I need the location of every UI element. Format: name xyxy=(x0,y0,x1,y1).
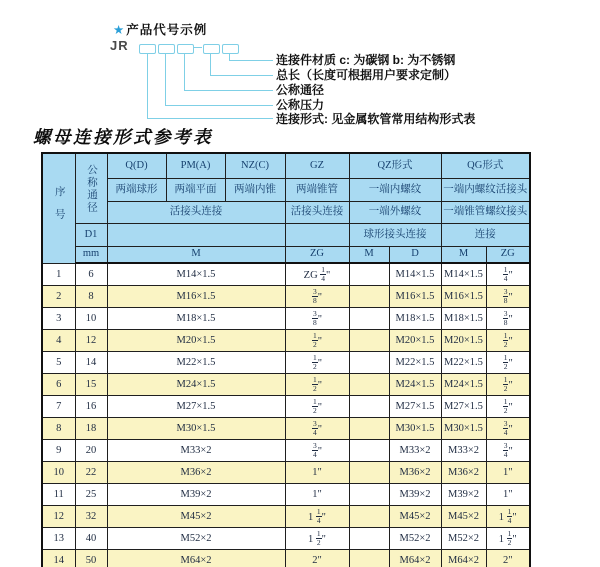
cell-qz_d: M36×2 xyxy=(389,462,441,484)
header-empty-2 xyxy=(285,224,349,247)
cell-qg_zg: $\frac{3}{8}$ " xyxy=(486,308,530,330)
header-qg-desc: 一端内螺纹活接头 xyxy=(441,179,530,202)
header-qg: QG形式 xyxy=(441,153,530,179)
header-q-desc: 两端球形 xyxy=(107,179,166,202)
table-row xyxy=(42,263,530,286)
cell-gz: $\frac{3}{8}$ " xyxy=(285,286,349,308)
cell-no: 11 xyxy=(42,484,75,506)
cell-qz_d: M27×1.5 xyxy=(389,396,441,418)
header-empty-1 xyxy=(107,224,285,247)
cell-gz: $\frac{3}{4}$ " xyxy=(285,440,349,462)
cell-qz_d: M20×1.5 xyxy=(389,330,441,352)
connector-line-5 xyxy=(229,53,273,61)
cell-gz: 2" xyxy=(285,550,349,567)
cell-no: 10 xyxy=(42,462,75,484)
table-header xyxy=(42,153,530,263)
cell-qz_m xyxy=(349,484,389,506)
cell-qg_zg: 1" xyxy=(486,484,530,506)
cell-qz_d: M30×1.5 xyxy=(389,418,441,440)
cell-qg_m: M30×1.5 xyxy=(441,418,486,440)
cell-qg_m: M16×1.5 xyxy=(441,286,486,308)
table-row xyxy=(42,352,530,374)
cell-qz_m xyxy=(349,462,389,484)
header-union-conn: 活接头连接 xyxy=(107,202,285,224)
diagram-label-material: 连接件材质 c: 为碳钢 b: 为不锈钢 xyxy=(276,53,456,67)
header-q: Q(D) xyxy=(107,153,166,179)
cell-qg_m: M36×2 xyxy=(441,462,486,484)
cell-qz_m xyxy=(349,263,389,286)
cell-m: M45×2 xyxy=(107,506,285,528)
cell-dn: 6 xyxy=(75,263,107,286)
cell-m: M36×2 xyxy=(107,462,285,484)
cell-m: M64×2 xyxy=(107,550,285,567)
table-row xyxy=(42,396,530,418)
table-row xyxy=(42,528,530,550)
cell-no: 12 xyxy=(42,506,75,528)
cell-qg_zg: $\frac{1}{4}$ " xyxy=(486,263,530,286)
cell-qz_d: M52×2 xyxy=(389,528,441,550)
header-qg-desc2: 一端锥管螺纹接头 xyxy=(441,202,530,224)
cell-qg_m: M39×2 xyxy=(441,484,486,506)
cell-qz_d: M39×2 xyxy=(389,484,441,506)
header-gz-desc: 两端锥管 xyxy=(285,179,349,202)
cell-dn: 18 xyxy=(75,418,107,440)
star-icon: ★ xyxy=(113,23,126,37)
cell-no: 6 xyxy=(42,374,75,396)
code-dash xyxy=(194,47,202,48)
diagram-label-diameter: 公称通径 xyxy=(276,83,325,97)
cell-gz: $\frac{3}{4}$ " xyxy=(285,418,349,440)
cell-dn: 22 xyxy=(75,462,107,484)
cell-no: 2 xyxy=(42,286,75,308)
header-qz-desc: 一端内螺纹 xyxy=(349,179,441,202)
cell-no: 13 xyxy=(42,528,75,550)
cell-m: M24×1.5 xyxy=(107,374,285,396)
cell-gz: $\frac{1}{2}$ " xyxy=(285,374,349,396)
cell-qz_d: M18×1.5 xyxy=(389,308,441,330)
header-qg-zg: ZG xyxy=(486,247,530,264)
header-qz-d: D xyxy=(389,247,441,264)
table-row xyxy=(42,330,530,352)
table-row xyxy=(42,462,530,484)
cell-qz_m xyxy=(349,396,389,418)
header-qg-m: M xyxy=(441,247,486,264)
table-row xyxy=(42,550,530,567)
cell-qg_zg: 1 $\frac{1}{4}$ " xyxy=(486,506,530,528)
cell-qz_m xyxy=(349,506,389,528)
cell-qg_zg: 1" xyxy=(486,462,530,484)
table-row xyxy=(42,440,530,462)
nut-connection-table xyxy=(41,152,531,567)
cell-qg_m: M52×2 xyxy=(441,528,486,550)
cell-qg_zg: $\frac{1}{2}$ " xyxy=(486,374,530,396)
cell-dn: 15 xyxy=(75,374,107,396)
cell-qg_m: M20×1.5 xyxy=(441,330,486,352)
cell-qz_d: M33×2 xyxy=(389,440,441,462)
header-dn: 公称通径 xyxy=(75,153,107,224)
header-qz-desc2: 一端外螺纹 xyxy=(349,202,441,224)
cell-qg_m: M45×2 xyxy=(441,506,486,528)
cell-no: 4 xyxy=(42,330,75,352)
cell-m: M18×1.5 xyxy=(107,308,285,330)
cell-dn: 14 xyxy=(75,352,107,374)
header-qz-m: M xyxy=(349,247,389,264)
header-mm: mm xyxy=(75,247,107,264)
cell-gz: 1" xyxy=(285,462,349,484)
table-title: 螺母连接形式参考表 xyxy=(33,127,213,147)
cell-qz_d: M16×1.5 xyxy=(389,286,441,308)
header-qz-conn: 球形接头连接 xyxy=(349,224,441,247)
diagram-label-length: 总长（长度可根据用户要求定制） xyxy=(276,68,457,82)
table-row xyxy=(42,506,530,528)
cell-qz_d: M14×1.5 xyxy=(389,263,441,286)
cell-dn: 10 xyxy=(75,308,107,330)
cell-no: 7 xyxy=(42,396,75,418)
cell-qg_m: M24×1.5 xyxy=(441,374,486,396)
cell-m: M33×2 xyxy=(107,440,285,462)
cell-qz_d: M22×1.5 xyxy=(389,352,441,374)
cell-qz_m xyxy=(349,418,389,440)
cell-qg_m: M22×1.5 xyxy=(441,352,486,374)
cell-qg_zg: $\frac{1}{2}$ " xyxy=(486,396,530,418)
header-gz-union: 活接头连接 xyxy=(285,202,349,224)
cell-no: 9 xyxy=(42,440,75,462)
cell-m: M30×1.5 xyxy=(107,418,285,440)
cell-gz: 1" xyxy=(285,484,349,506)
cell-m: M39×2 xyxy=(107,484,285,506)
cell-qg_zg: $\frac{1}{2}$ " xyxy=(486,352,530,374)
cell-qz_m xyxy=(349,528,389,550)
cell-qz_d: M64×2 xyxy=(389,550,441,567)
cell-qz_m xyxy=(349,440,389,462)
cell-qz_m xyxy=(349,550,389,567)
cell-qz_m xyxy=(349,330,389,352)
cell-qz_m xyxy=(349,286,389,308)
cell-dn: 20 xyxy=(75,440,107,462)
cell-no: 8 xyxy=(42,418,75,440)
code-prefix: JR xyxy=(110,38,129,53)
diagram-heading xyxy=(113,20,207,38)
cell-m: M20×1.5 xyxy=(107,330,285,352)
header-nz: NZ(C) xyxy=(225,153,285,179)
cell-qz_m xyxy=(349,308,389,330)
header-nz-desc: 两端内锥 xyxy=(225,179,285,202)
cell-m: M27×1.5 xyxy=(107,396,285,418)
cell-qz_m xyxy=(349,374,389,396)
cell-m: M16×1.5 xyxy=(107,286,285,308)
cell-dn: 50 xyxy=(75,550,107,567)
cell-no: 1 xyxy=(42,263,75,286)
cell-qg_zg: $\frac{3}{4}$ " xyxy=(486,418,530,440)
cell-qg_m: M27×1.5 xyxy=(441,396,486,418)
cell-dn: 32 xyxy=(75,506,107,528)
table-row xyxy=(42,418,530,440)
table-row xyxy=(42,484,530,506)
diagram-label-connection: 连接形式: 见金属软管常用结构形式表 xyxy=(276,112,476,126)
table-row xyxy=(42,286,530,308)
cell-dn: 25 xyxy=(75,484,107,506)
cell-gz: ZG $\frac{1}{4}$ " xyxy=(285,263,349,286)
cell-qz_m xyxy=(349,352,389,374)
cell-qg_m: M64×2 xyxy=(441,550,486,567)
header-seq: 序号 xyxy=(42,153,75,263)
cell-qg_zg: $\frac{3}{4}$ " xyxy=(486,440,530,462)
cell-qg_zg: $\frac{3}{8}$ " xyxy=(486,286,530,308)
header-zg: ZG xyxy=(285,247,349,264)
header-qz: QZ形式 xyxy=(349,153,441,179)
cell-dn: 40 xyxy=(75,528,107,550)
diagram-heading-text: 产品代号示例 xyxy=(126,23,208,37)
header-pm: PM(A) xyxy=(166,153,225,179)
diagram-label-pressure: 公称压力 xyxy=(276,98,325,112)
header-m: M xyxy=(107,247,285,264)
cell-gz: 1 $\frac{1}{2}$ " xyxy=(285,528,349,550)
cell-qg_zg: 2" xyxy=(486,550,530,567)
cell-gz: $\frac{3}{8}$ " xyxy=(285,308,349,330)
table-body xyxy=(42,263,530,567)
cell-no: 5 xyxy=(42,352,75,374)
cell-qg_zg: 1 $\frac{1}{2}$ " xyxy=(486,528,530,550)
cell-gz: $\frac{1}{2}$ " xyxy=(285,330,349,352)
cell-dn: 12 xyxy=(75,330,107,352)
header-qg-conn: 连接 xyxy=(441,224,530,247)
cell-no: 14 xyxy=(42,550,75,567)
cell-qg_zg: $\frac{1}{2}$ " xyxy=(486,330,530,352)
header-gz: GZ xyxy=(285,153,349,179)
cell-gz: 1 $\frac{1}{4}$ " xyxy=(285,506,349,528)
cell-dn: 8 xyxy=(75,286,107,308)
cell-qg_m: M33×2 xyxy=(441,440,486,462)
cell-m: M22×1.5 xyxy=(107,352,285,374)
header-pm-desc: 两端平面 xyxy=(166,179,225,202)
cell-m: M52×2 xyxy=(107,528,285,550)
cell-gz: $\frac{1}{2}$ " xyxy=(285,352,349,374)
cell-qg_m: M14×1.5 xyxy=(441,263,486,286)
cell-gz: $\frac{1}{2}$ " xyxy=(285,396,349,418)
cell-qz_d: M45×2 xyxy=(389,506,441,528)
cell-dn: 16 xyxy=(75,396,107,418)
table-row xyxy=(42,308,530,330)
table-row xyxy=(42,374,530,396)
cell-m: M14×1.5 xyxy=(107,263,285,286)
cell-qz_d: M24×1.5 xyxy=(389,374,441,396)
header-d1: D1 xyxy=(75,224,107,247)
cell-no: 3 xyxy=(42,308,75,330)
cell-qg_m: M18×1.5 xyxy=(441,308,486,330)
